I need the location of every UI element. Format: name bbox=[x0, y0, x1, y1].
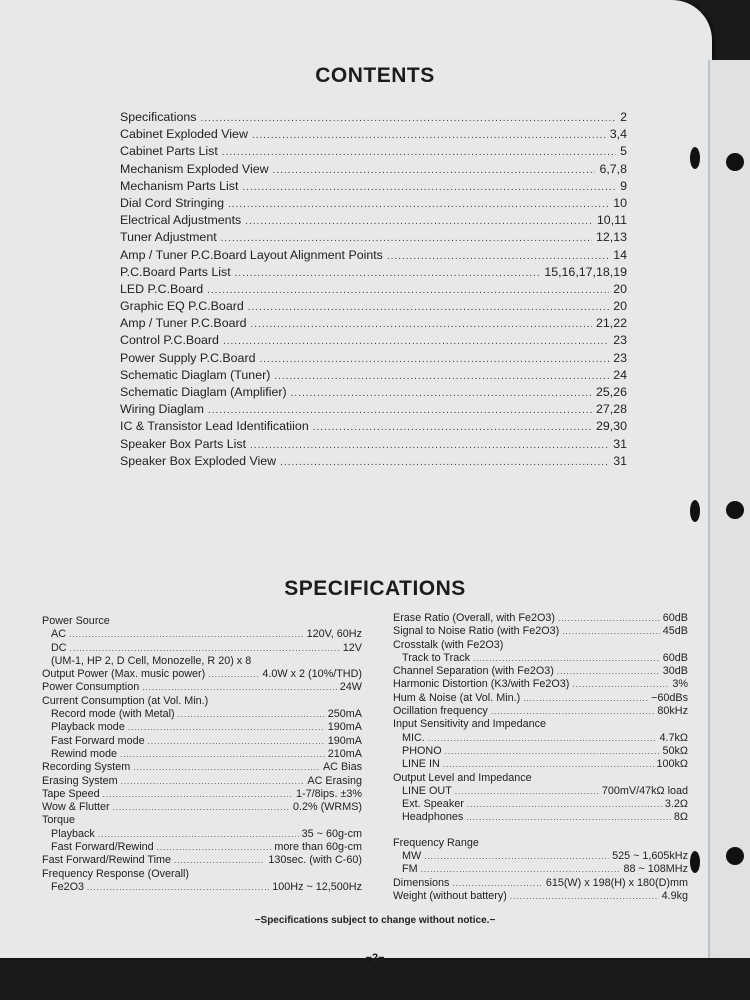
spec-value: 35 ~ 60g-cm bbox=[301, 827, 362, 840]
spec-row bbox=[42, 841, 362, 854]
leader-dots bbox=[103, 790, 293, 799]
spec-value: 60dB bbox=[662, 651, 688, 664]
contents-entry bbox=[120, 333, 627, 350]
spec-label: Track to Track bbox=[402, 651, 470, 664]
leader-dots bbox=[467, 800, 662, 809]
leader-dots bbox=[491, 707, 655, 716]
leader-dots bbox=[455, 787, 599, 796]
leader-dots bbox=[208, 670, 259, 679]
spec-row bbox=[42, 615, 362, 628]
spec-value: 190mA bbox=[327, 734, 362, 747]
spec-label: Recording System bbox=[42, 761, 131, 774]
binder-hole-bottom bbox=[690, 851, 700, 873]
spec-row bbox=[393, 678, 688, 691]
contents-entry bbox=[120, 299, 627, 316]
spec-label: Output Power (Max. music power) bbox=[42, 668, 206, 681]
spec-value: 250mA bbox=[327, 708, 362, 721]
contents-entry bbox=[120, 196, 627, 213]
contents-entry-pages: 31 bbox=[613, 453, 627, 468]
leader-dots bbox=[133, 763, 320, 772]
spec-row bbox=[393, 758, 688, 771]
spec-row bbox=[42, 881, 362, 894]
leader-dots bbox=[523, 694, 648, 703]
leader-dots bbox=[113, 803, 290, 812]
contents-entry bbox=[120, 144, 627, 161]
page-number: −2− bbox=[365, 952, 385, 964]
spec-row bbox=[393, 652, 688, 665]
spec-spacer bbox=[393, 825, 688, 837]
leader-dots bbox=[222, 147, 616, 158]
contents-entry bbox=[120, 213, 627, 230]
contents-entry-label: P.C.Board Parts List bbox=[120, 264, 231, 279]
spec-label: Signal to Noise Ratio (with Fe2O3) bbox=[393, 625, 560, 638]
specifications-left-column bbox=[42, 615, 362, 894]
contents-entry-label: Tuner Adjustment bbox=[120, 230, 217, 245]
leader-dots bbox=[98, 830, 299, 839]
contents-entry-label: LED P.C.Board bbox=[120, 281, 204, 296]
spec-row bbox=[42, 748, 362, 761]
leader-dots bbox=[428, 734, 657, 743]
leader-dots bbox=[445, 747, 660, 756]
spec-value: 210mA bbox=[327, 747, 362, 760]
leader-dots bbox=[128, 723, 325, 732]
spec-value: 1-7/8ips. ±3% bbox=[296, 787, 362, 800]
contents-entry-pages: 12,13 bbox=[595, 230, 627, 245]
contents-entry bbox=[120, 179, 627, 196]
spec-label: FM bbox=[402, 863, 418, 876]
leader-dots bbox=[387, 251, 609, 262]
leader-dots bbox=[424, 852, 609, 861]
spec-row bbox=[393, 772, 688, 785]
leader-dots bbox=[251, 319, 592, 330]
spec-row bbox=[393, 705, 688, 718]
spec-row bbox=[42, 761, 362, 774]
spec-value: AC Erasing bbox=[307, 774, 362, 787]
spec-label: Input Sensitivity and Impedance bbox=[393, 718, 547, 731]
leader-dots bbox=[510, 892, 659, 901]
spec-value: more than 60g-cm bbox=[274, 841, 362, 854]
spec-row bbox=[393, 877, 688, 890]
leader-dots bbox=[70, 644, 340, 653]
spec-value: 700mV/47kΩ load bbox=[601, 784, 688, 797]
contents-entry-pages: 15,16,17,18,19 bbox=[544, 264, 627, 279]
spec-value: 12V bbox=[342, 641, 362, 654]
contents-entry-label: Mechanism Parts List bbox=[120, 178, 239, 193]
leader-dots bbox=[208, 405, 592, 416]
contents-entry-pages: 5 bbox=[620, 144, 627, 159]
contents-entry-pages: 31 bbox=[613, 436, 627, 451]
spec-value: 24W bbox=[339, 681, 362, 694]
spec-row bbox=[393, 837, 688, 850]
contents-entry-pages: 21,22 bbox=[595, 316, 627, 331]
spec-label: Dimensions bbox=[393, 876, 450, 889]
leader-dots bbox=[242, 182, 616, 193]
spec-label: Headphones bbox=[402, 811, 464, 824]
spec-label: Ocillation frequency bbox=[393, 705, 488, 718]
spec-row bbox=[393, 665, 688, 678]
contents-entry-label: Control P.C.Board bbox=[120, 333, 219, 348]
contents-entry-pages: 20 bbox=[613, 281, 627, 296]
leader-dots bbox=[452, 879, 542, 888]
spec-label: Power Consumption bbox=[42, 681, 140, 694]
spec-row bbox=[42, 708, 362, 721]
contents-entry bbox=[120, 385, 627, 402]
spec-label: Wow & Flutter bbox=[42, 801, 110, 814]
spec-row bbox=[42, 628, 362, 641]
leader-dots bbox=[562, 627, 660, 636]
spec-label: AC bbox=[51, 628, 66, 641]
spec-label: Rewind mode bbox=[51, 747, 118, 760]
leader-dots bbox=[157, 843, 272, 852]
leader-dots bbox=[274, 371, 609, 382]
spec-value: 45dB bbox=[662, 625, 688, 638]
spec-row bbox=[393, 718, 688, 731]
spec-value: 50kΩ bbox=[662, 744, 688, 757]
leader-dots bbox=[221, 233, 592, 244]
spec-row bbox=[393, 732, 688, 745]
spec-row bbox=[42, 868, 362, 881]
spec-value: 60dB bbox=[662, 612, 688, 624]
spec-label: Hum & Noise (at Vol. Min.) bbox=[393, 691, 521, 704]
leader-dots bbox=[572, 680, 669, 689]
spec-row bbox=[42, 828, 362, 841]
contents-entry-label: Amp / Tuner P.C.Board Layout Alignment Points bbox=[120, 247, 383, 262]
leader-dots bbox=[245, 216, 593, 227]
contents-entry bbox=[120, 368, 627, 385]
spec-label: Playback bbox=[51, 827, 95, 840]
contents-entry-label: Schematic Diaglam (Tuner) bbox=[120, 367, 271, 382]
spec-row bbox=[42, 668, 362, 681]
binder-hole-top bbox=[690, 147, 700, 169]
next-page-edge bbox=[708, 60, 750, 958]
spec-row bbox=[393, 745, 688, 758]
contents-entry-label: Specifications bbox=[120, 110, 197, 124]
spec-value: 3.2Ω bbox=[664, 798, 688, 811]
spec-row bbox=[393, 890, 688, 903]
contents-entry-label: Wiring Diaglam bbox=[120, 402, 204, 417]
spec-row bbox=[42, 788, 362, 801]
contents-entry-pages: 24 bbox=[613, 367, 627, 382]
leader-dots bbox=[148, 737, 325, 746]
contents-entry-pages: 20 bbox=[613, 299, 627, 314]
spec-value: 100kΩ bbox=[656, 758, 688, 771]
contents-entry-label: Dial Cord Stringing bbox=[120, 195, 224, 210]
contents-entry bbox=[120, 110, 627, 127]
spec-label: Output Level and Impedance bbox=[393, 771, 532, 784]
contents-entry bbox=[120, 162, 627, 179]
spec-value: −60dBs bbox=[651, 691, 688, 704]
leader-dots bbox=[557, 667, 660, 676]
spec-row bbox=[42, 681, 362, 694]
spec-value: 4.0W x 2 (10%/THD) bbox=[262, 668, 362, 681]
spec-row bbox=[42, 854, 362, 867]
leader-dots bbox=[121, 777, 305, 786]
leader-dots bbox=[200, 113, 616, 124]
spec-label: (UM-1, HP 2, D Cell, Monozelle, R 20) x 8 bbox=[51, 654, 252, 667]
spec-value: 190mA bbox=[327, 721, 362, 734]
spec-value: AC Bias bbox=[322, 761, 362, 774]
contents-entry bbox=[120, 248, 627, 265]
spec-label: Frequency Range bbox=[393, 836, 479, 849]
leader-dots bbox=[280, 457, 609, 468]
specifications-title: SPECIFICATIONS bbox=[284, 577, 466, 600]
spec-label: Erasing System bbox=[42, 774, 118, 787]
leader-dots bbox=[259, 354, 609, 365]
contents-entry-pages: 14 bbox=[613, 247, 627, 262]
contents-entry-label: Power Supply P.C.Board bbox=[120, 350, 256, 365]
leader-dots bbox=[228, 199, 609, 210]
contents-entry-label: Cabinet Parts List bbox=[120, 144, 218, 159]
leader-dots bbox=[421, 865, 621, 874]
contents-entry-pages: 6,7,8 bbox=[599, 161, 627, 176]
binder-hole-middle bbox=[690, 500, 700, 522]
contents-entry-label: Graphic EQ P.C.Board bbox=[120, 299, 244, 314]
spec-row bbox=[393, 811, 688, 824]
leader-dots bbox=[178, 710, 325, 719]
spec-label: DC bbox=[51, 641, 67, 654]
leader-dots bbox=[443, 760, 654, 769]
spec-row bbox=[393, 639, 688, 652]
leader-dots bbox=[120, 750, 325, 759]
contents-title: CONTENTS bbox=[315, 64, 435, 87]
contents-entry bbox=[120, 402, 627, 419]
spec-row bbox=[42, 695, 362, 708]
leader-dots bbox=[250, 440, 609, 451]
contents-entry bbox=[120, 316, 627, 333]
contents-entry bbox=[120, 282, 627, 299]
spec-row bbox=[42, 775, 362, 788]
leader-dots bbox=[248, 302, 609, 313]
specifications-right-column bbox=[393, 612, 688, 903]
spec-row bbox=[393, 850, 688, 863]
contents-entry-label: Mechanism Exploded View bbox=[120, 161, 269, 176]
contents-entry-pages: 9 bbox=[620, 178, 627, 193]
spec-label: MIC. bbox=[402, 731, 425, 744]
spec-value: 130sec. (with C-60) bbox=[268, 854, 362, 867]
spec-label: Channel Separation (with Fe2O3) bbox=[393, 665, 554, 678]
spec-row bbox=[393, 612, 688, 625]
spec-value: 30dB bbox=[662, 665, 688, 678]
leader-dots bbox=[252, 130, 606, 141]
spec-label: Frequency Response (Overall) bbox=[42, 867, 190, 880]
contents-entry-pages: 29,30 bbox=[595, 419, 627, 434]
contents-entry-label: Speaker Box Parts List bbox=[120, 436, 247, 451]
spec-row bbox=[42, 814, 362, 827]
leader-dots bbox=[207, 285, 609, 296]
contents-entry bbox=[120, 230, 627, 247]
next-page-hole-top bbox=[726, 153, 744, 171]
leader-dots bbox=[558, 614, 660, 623]
contents-list bbox=[120, 110, 627, 471]
spec-row bbox=[393, 785, 688, 798]
spec-label: Ext. Speaker bbox=[402, 798, 464, 811]
spec-label: MW bbox=[402, 850, 422, 863]
spec-row bbox=[42, 642, 362, 655]
leader-dots bbox=[87, 883, 269, 892]
spec-label: Record mode (with Metal) bbox=[51, 708, 175, 721]
contents-entry bbox=[120, 351, 627, 368]
spec-label: PHONO bbox=[402, 744, 442, 757]
contents-entry-pages: 25,26 bbox=[595, 385, 627, 399]
leader-dots bbox=[235, 268, 541, 279]
spec-label: LINE IN bbox=[402, 758, 440, 771]
specifications-notice: −Specifications subject to change without notice.− bbox=[254, 915, 496, 926]
spec-value: 0.2% (WRMS) bbox=[293, 801, 362, 814]
contents-entry bbox=[120, 265, 627, 282]
spec-label: Power Source bbox=[42, 615, 110, 627]
spec-row bbox=[393, 798, 688, 811]
spec-label: Erase Ratio (Overall, with Fe2O3) bbox=[393, 612, 556, 624]
contents-entry-pages: 3,4 bbox=[609, 127, 627, 142]
spec-row bbox=[42, 801, 362, 814]
leader-dots bbox=[313, 422, 592, 433]
spec-row bbox=[393, 625, 688, 638]
spec-value: 80kHz bbox=[657, 705, 688, 718]
leader-dots bbox=[174, 856, 265, 865]
leader-dots bbox=[291, 388, 592, 399]
contents-entry-label: Electrical Adjustments bbox=[120, 213, 242, 228]
spec-label: Harmonic Distortion (K3/with Fe2O3) bbox=[393, 678, 570, 691]
spec-label: Crosstalk (with Fe2O3) bbox=[393, 638, 504, 651]
spec-value: 4.7kΩ bbox=[659, 731, 688, 744]
spec-value: 120V, 60Hz bbox=[306, 628, 362, 641]
spec-label: Fast Forward/Rewind bbox=[51, 841, 154, 854]
leader-dots bbox=[223, 336, 609, 347]
leader-dots bbox=[69, 630, 304, 639]
contents-entry-pages: 10,11 bbox=[596, 213, 627, 228]
spec-label: Weight (without battery) bbox=[393, 889, 507, 902]
spec-value: 100Hz ~ 12,500Hz bbox=[272, 880, 362, 893]
contents-entry-pages: 10 bbox=[613, 195, 627, 210]
contents-entry bbox=[120, 454, 627, 471]
spec-row bbox=[42, 721, 362, 734]
contents-entry-label: Cabinet Exploded View bbox=[120, 127, 248, 142]
contents-entry-label: Schematic Diaglam (Amplifier) bbox=[120, 385, 287, 399]
spec-value: 525 ~ 1,605kHz bbox=[612, 850, 688, 863]
leader-dots bbox=[473, 654, 660, 663]
contents-entry-pages: 23 bbox=[613, 350, 627, 365]
spec-value: 8Ω bbox=[673, 811, 688, 824]
next-page-hole-bottom bbox=[726, 847, 744, 865]
spec-label: Playback mode bbox=[51, 721, 125, 734]
contents-entry bbox=[120, 437, 627, 454]
spec-row bbox=[393, 692, 688, 705]
contents-entry bbox=[120, 419, 627, 436]
contents-entry-pages: 23 bbox=[613, 333, 627, 348]
spec-row bbox=[393, 863, 688, 876]
contents-entry-label: Speaker Box Exploded View bbox=[120, 453, 277, 468]
next-page-hole-middle bbox=[726, 501, 744, 519]
spec-label: Torque bbox=[42, 814, 76, 827]
spec-row bbox=[42, 735, 362, 748]
spec-value: 3% bbox=[672, 678, 688, 691]
contents-entry bbox=[120, 127, 627, 144]
spec-value: 615(W) x 198(H) x 180(D)mm bbox=[545, 876, 688, 889]
spec-label: Fast Forward/Rewind Time bbox=[42, 854, 171, 867]
leader-dots bbox=[273, 165, 596, 176]
spec-label: Current Consumption (at Vol. Min.) bbox=[42, 694, 209, 707]
leader-dots bbox=[466, 813, 671, 822]
contents-entry-label: Amp / Tuner P.C.Board bbox=[120, 316, 247, 331]
contents-entry-pages: 27,28 bbox=[595, 402, 627, 417]
contents-entry-label: IC & Transistor Lead Identificatiion bbox=[120, 419, 309, 434]
spec-label: Fe2O3 bbox=[51, 880, 85, 893]
leader-dots bbox=[142, 683, 337, 692]
spec-label: Fast Forward mode bbox=[51, 734, 145, 747]
spec-row bbox=[42, 655, 362, 668]
spec-label: Tape Speed bbox=[42, 787, 100, 800]
spec-value: 4.9kg bbox=[661, 889, 688, 902]
spec-label: LINE OUT bbox=[402, 784, 452, 797]
contents-entry-pages: 2 bbox=[620, 110, 627, 124]
spec-value: 88 ~ 108MHz bbox=[623, 863, 688, 876]
